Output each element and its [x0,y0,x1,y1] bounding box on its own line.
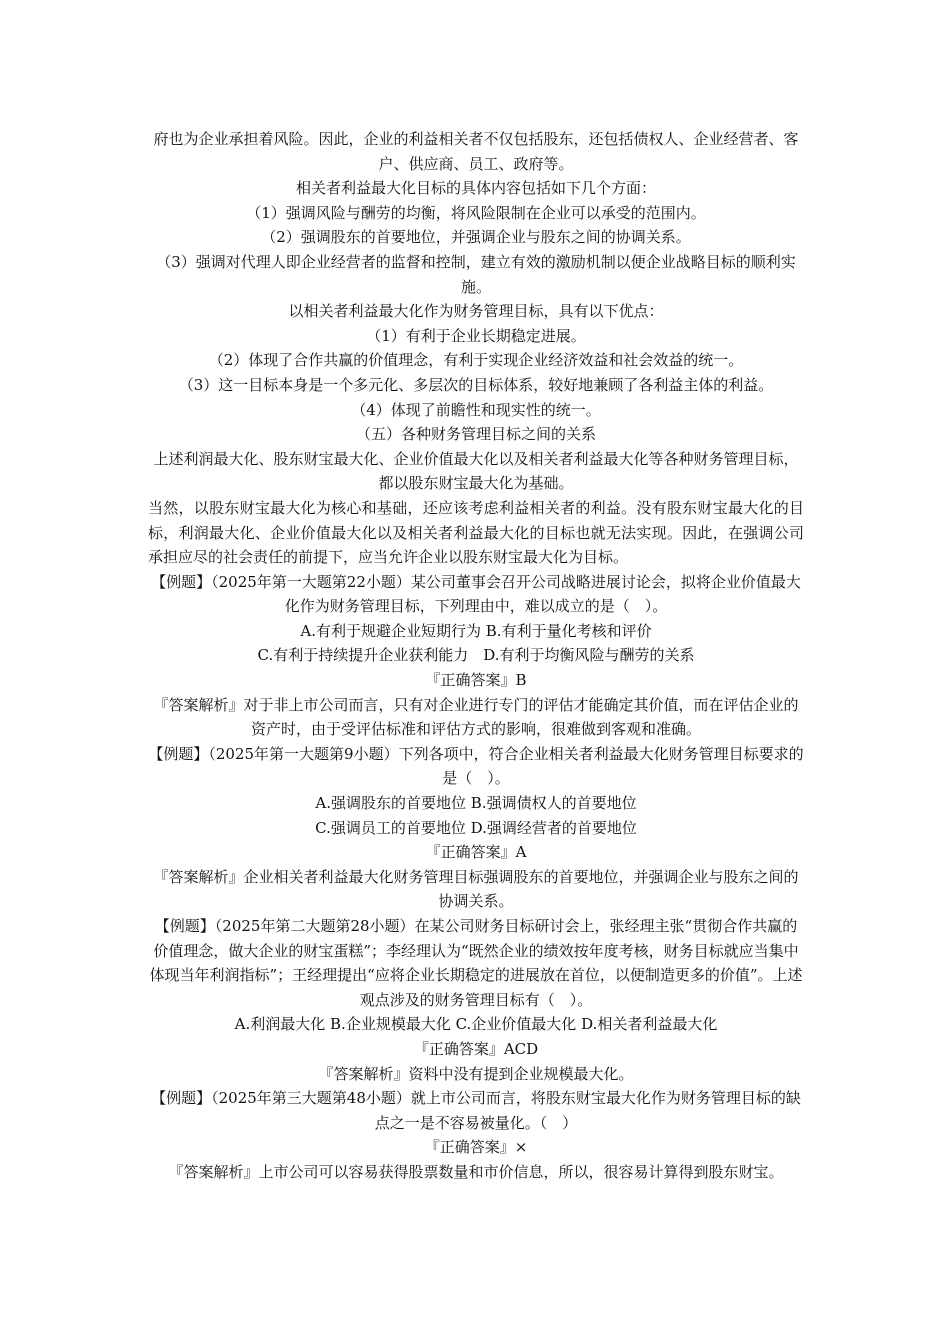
example-2-options-ab: A.强调股东的首要地位 B.强调债权人的首要地位 [315,794,637,813]
paragraph-content-item-2: （2）强调股东的首要地位，并强调企业与股东之间的协调关系。 [261,228,691,247]
example-2-question: 【例题】（2025年第一大题第9小题）下列各项中，符合企业相关者利益最大化财务管理目标要求的是（ ）。 [148,744,804,788]
paragraph-stakeholders-list: 府也为企业承担着风险。因此，企业的利益相关者不仅包括股东，还包括债权人、企业经营者、客户、供应商、员工、政府等。 [153,130,799,173]
paragraph-advantage-4: （4）体现了前瞻性和现实性的统一。 [351,400,601,419]
paragraph-content-intro: 相关者利益最大化目标的具体内容包括如下几个方面： [295,179,656,198]
example-3-answer: 『正确答案』ACD [413,1039,539,1058]
example-2-answer: 『正确答案』A [425,843,527,862]
paragraph-content-item-3: （3）强调对代理人即企业经营者的监督和控制，建立有效的激励机制以便企业战略目标的顺利实施。 [156,252,796,296]
example-2-explanation: 『答案解析』企业相关者利益最大化财务管理目标强调股东的首要地位，并强调企业与股东之间的协调关系。 [153,867,799,911]
example-3-explanation: 『答案解析』资料中没有提到企业规模最大化。 [318,1064,634,1083]
example-3-question: 【例题】（2025年第二大题第28小题）在某公司财务目标研讨会上，张经理主张“贯彻合作共赢的价值理念，做大企业的财宝蛋糕”；李经理认为“既然企业的绩效按年度考核，财务目标就应当集中体现当年利润指标”；王经理提出“应将企业长期稳定的进展放在首位，以便制造更多的价值”。上述观点涉及的财务管理目标有（ ）。 [149,917,803,1009]
example-1-answer: 『正确答案』B [425,671,527,690]
example-1-options-ab: A.有利于规避企业短期行为 B.有利于量化考核和评价 [300,621,652,640]
example-4-explanation: 『答案解析』上市公司可以容易获得股票数量和市价信息，所以，很容易计算得到股东财宝。 [168,1162,784,1181]
example-2-options-cd: C.强调员工的首要地位 D.强调经营者的首要地位 [315,818,637,837]
paragraph-advantages-intro: 以相关者利益最大化作为财务管理目标，具有以下优点： [288,302,664,321]
section-heading-relationships: （五）各种财务管理目标之间的关系 [355,425,596,444]
paragraph-advantage-2: （2）体现了合作共赢的价值理念，有利于实现企业经济效益和社会效益的统一。 [208,351,744,370]
example-1-explanation: 『答案解析』对于非上市公司而言，只有对企业进行专门的评估才能确定其价值，而在评估企业的资产时，由于受评估标准和评估方式的影响，很难做到客观和准确。 [153,695,799,739]
example-4-question: 【例题】（2025年第三大题第48小题）就上市公司而言，将股东财宝最大化作为财务管理目标的缺点之一是不容易被量化。（ ） [151,1089,801,1132]
example-1-options-cd: C.有利于持续提升企业获利能力 D.有利于均衡风险与酬劳的关系 [257,646,695,665]
example-3-options: A.利润最大化 B.企业规模最大化 C.企业价值最大化 D.相关者利益最大化 [234,1015,718,1034]
paragraph-goals-basis: 上述利润最大化、股东财宝最大化、企业价值最大化以及相关者利益最大化等各种财务管理目标，都以股东财宝最大化为基础。 [153,449,799,493]
document-page [148,127,804,1185]
paragraph-advantage-1: （1）有利于企业长期稳定进展。 [366,326,586,345]
paragraph-shareholder-wealth-core: 当然，以股东财宝最大化为核心和基础，还应该考虑利益相关者的利益。没有股东财宝最大化的目标，利润最大化、企业价值最大化以及相关者利益最大化的目标也就无法实现。因此，在强调公司承担应尽的社会责任的前提下，应当允许企业以股东财宝最大化为目标。 [148,498,804,567]
paragraph-advantage-3: （3）这一目标本身是一个多元化、多层次的目标体系，较好地兼顾了各利益主体的利益。 [178,375,774,394]
paragraph-content-item-1: （1）强调风险与酬劳的均衡，将风险限制在企业可以承受的范围内。 [246,203,706,222]
example-4-answer: 『正确答案』× [424,1138,528,1157]
example-1-question: 【例题】（2025年第一大题第22小题）某公司董事会召开公司战略进展讨论会，拟将企业价值最大化作为财务管理目标，下列理由中，难以成立的是（ ）。 [151,572,801,616]
